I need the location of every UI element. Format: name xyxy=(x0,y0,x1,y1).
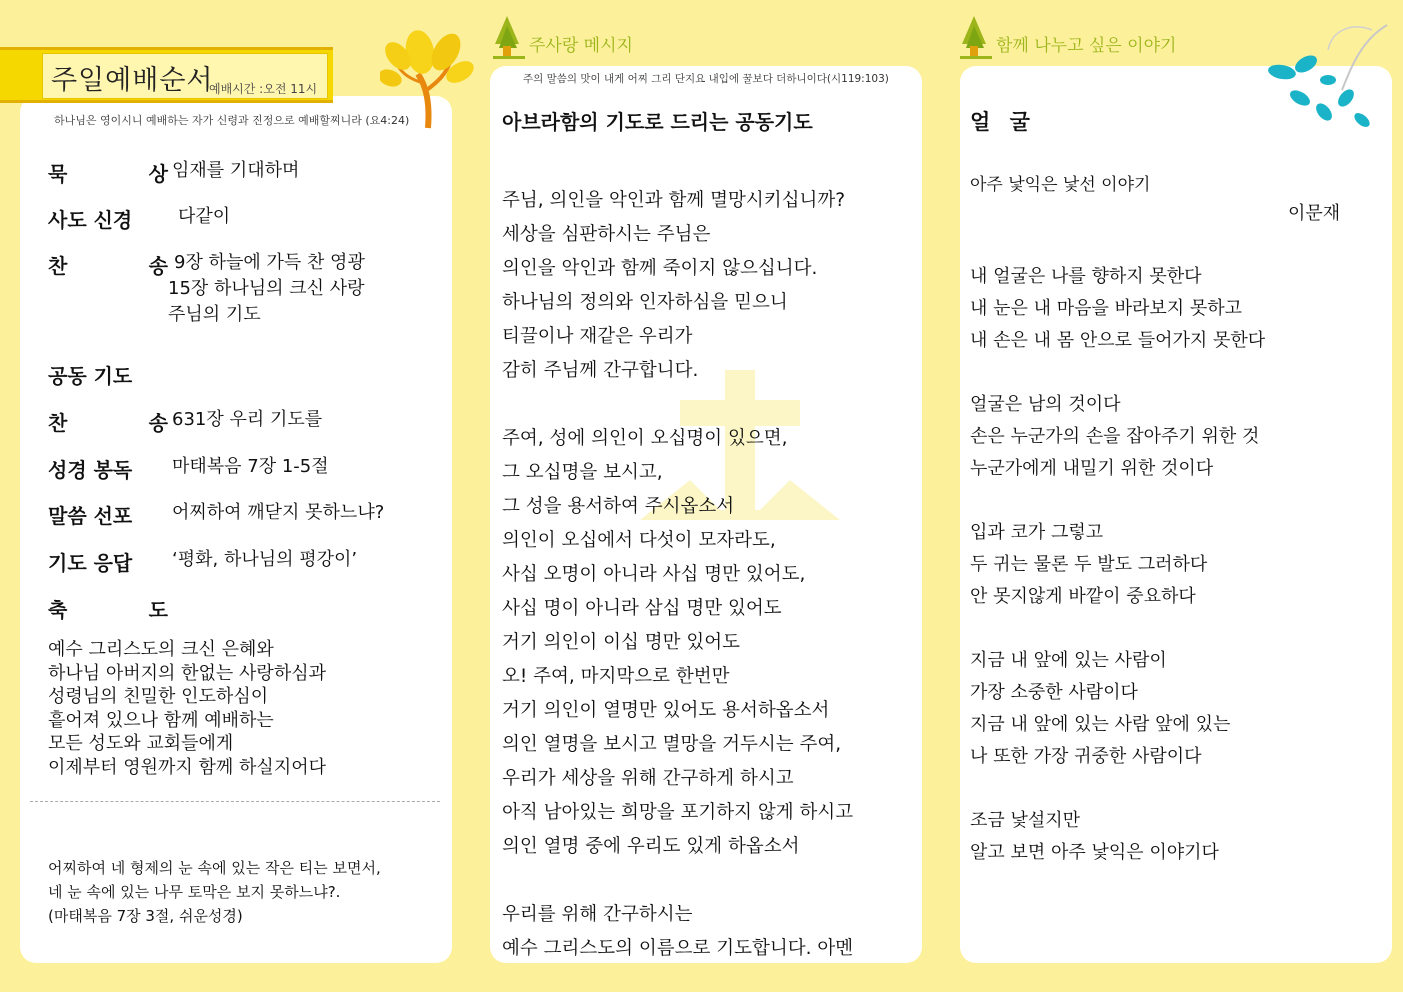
order-label: 말씀 선포 xyxy=(48,504,133,528)
order-label: 공동 기도 xyxy=(48,364,133,388)
order-label: 축 도 xyxy=(48,598,168,622)
order-value: 다같이 xyxy=(178,206,231,227)
poem-subtitle: 아주 낯익은 낯선 이야기 xyxy=(970,175,1151,195)
order-label: 묵 상 xyxy=(48,162,168,186)
benediction-text: 예수 그리스도의 크신 은혜와 하나님 아버지의 한없는 사랑하심과 성령님의 친밀한 인도하심이 흩어져 있으나 함께 예배하는 모든 성도와 교회들에게 이제부터 영원까지 함께 하실지어다 xyxy=(48,639,326,778)
order-label: 성경 봉독 xyxy=(48,458,133,482)
order-item xyxy=(48,500,384,529)
tree-logo-icon xyxy=(960,16,992,60)
footer-verse: 어찌하여 네 형제의 눈 속에 있는 작은 티는 보면서, 네 눈 속에 있는 나무 토막은 보지 못하느냐?. (마태복음 7장 3절, 쉬운성경) xyxy=(48,859,381,925)
order-value: 마태복음 7장 1-5절 xyxy=(172,456,329,477)
order-value: 임재를 기대하며 xyxy=(172,160,300,181)
order-label: 기도 응답 xyxy=(48,551,133,575)
order-value: 어찌하여 깨닫지 못하느냐? xyxy=(172,502,385,523)
tree-logo-icon xyxy=(493,16,525,60)
order-label: 사도 신경 xyxy=(48,208,133,232)
page-title: 주일예배순서 xyxy=(51,65,214,96)
order-item xyxy=(48,250,365,328)
worship-verse: 하나님은 영이시니 예배하는 자가 신령과 진정으로 예배할찌니라 (요4:24) xyxy=(54,114,410,127)
message-verse: 주의 말씀의 맛이 내게 어찌 그리 단지요 내입에 꿀보다 더하니이다(시119:103) xyxy=(523,73,889,85)
worship-time: 예배시간 :오전 11시 xyxy=(209,82,318,96)
order-item xyxy=(48,547,357,576)
order-label: 찬 송 xyxy=(48,411,168,435)
poem-author: 이문재 xyxy=(1288,203,1341,224)
dashed-divider xyxy=(30,801,440,802)
order-item xyxy=(48,360,168,389)
section-title: 주사랑 메시지 xyxy=(529,36,633,56)
order-value: 9장 하늘에 가득 찬 영광 15장 하나님의 크신 사랑 주님의 기도 xyxy=(168,252,365,325)
poem-text: 내 얼굴은 나를 향하지 못한다 내 눈은 내 마음을 바라보지 못하고 내 손은 내 몸 안으로 들어가지 못한다 얼굴은 남의 것이다 손은 누군가의 손을 잡아주기 위한 것 누군가에게 내밀기 위한 것이다 입과 코가 그렇고 두 귀는 물론 두 발도 그러하다 안 못지않게 바깥이 중요하다 지금 내 앞에 있는 사람이 가장 소중한 사람이다 지금 내 앞에 있는 사람 앞에 있는 나 또한 가장 귀중한 사람이다 조금 낯설지만 알고 보면 아주 낯익은 이야기다 xyxy=(970,266,1266,863)
order-item xyxy=(48,407,322,436)
order-item xyxy=(48,454,329,483)
order-item xyxy=(48,204,230,233)
section-header-story xyxy=(960,12,1176,60)
vine-decoration-icon xyxy=(1262,20,1397,135)
prayer-text: 주님, 의인을 악인과 함께 멸망시키십니까? 세상을 심판하시는 주님은 의인을 악인과 함께 죽이지 않으십니다. 하나님의 정의와 인자하심을 믿으니 티끌이나 재같은 우리가 감히 주님께 간구합니다. 주여, 성에 의인이 오십명이 있으면, 그 오십명을 보시고, 그 성을 용서하여 주시옵소서 의인이 오십에서 다섯이 모자라도, 사십 오명이 아니라 사십 명만 있어도, 사십 명이 아니라 삼십 명만 있어도 거기 의인이 이십 명만 있어도 오! 주여, 마지막으로 한번만 거기 의인이 열명만 있어도 용서하옵소서 의인 열명을 보시고 멸망을 거두시는 주여, 우리가 세상을 위해 간구하게 하시고 아직 남아있는 희망을 포기하지 않게 하시고 의인 열명 중에 우리도 있게 하옵소서 우리를 위해 간구하시는 예수 그리스도의 이름으로 기도합니다. 아멘 xyxy=(502,190,854,959)
order-item xyxy=(48,594,168,623)
order-label: 찬 송 xyxy=(48,254,168,278)
title-banner xyxy=(0,47,333,103)
prayer-title: 아브라함의 기도로 드리는 공동기도 xyxy=(502,110,813,134)
section-header-message xyxy=(493,12,633,60)
order-item xyxy=(48,158,299,187)
poem-title: 얼 굴 xyxy=(970,110,1036,134)
order-value: ‘평화, 하나님의 평강이’ xyxy=(172,549,358,570)
section-title: 함께 나누고 싶은 이야기 xyxy=(996,36,1177,56)
order-value: 631장 우리 기도를 xyxy=(172,409,323,430)
